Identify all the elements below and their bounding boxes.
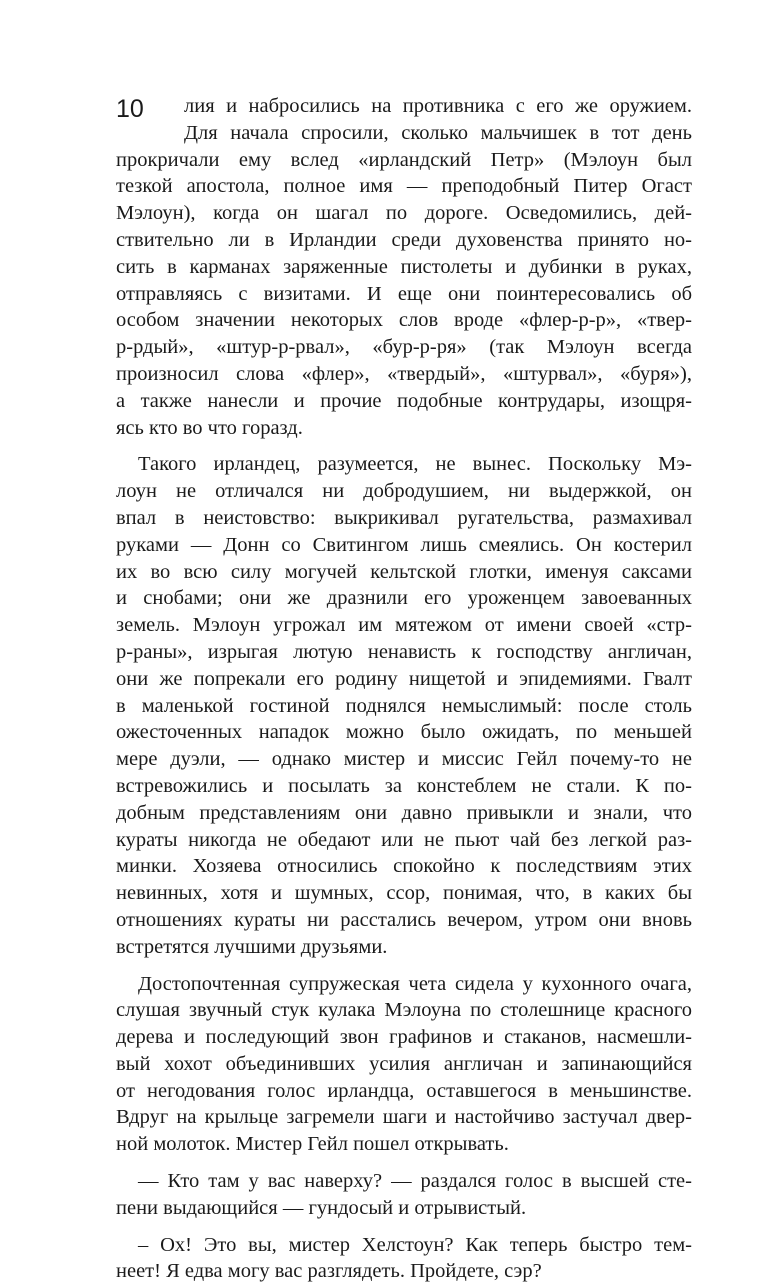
text-line: от негодования голос ирландца, оставшегося в меньшинстве. <box>116 1079 692 1102</box>
text-line: Для начала спросили, сколько мальчишек в тот день <box>184 121 692 144</box>
text-line: мере дуэли, — однако мистер и миссис Гейл почему-то не <box>116 748 692 771</box>
text-line: кураты никогда не обедают или не пьют чай без легкой раз- <box>116 828 692 851</box>
text-line: ствительно ли в Ирландии среди духовенства принято но- <box>116 228 692 251</box>
text-line: они же попрекали его родину нищетой и эпидемиями. Гвалт <box>116 667 692 690</box>
text-line: прокричали ему вслед «ирландский Петр» (Мэлоун был <box>116 148 692 171</box>
body-text <box>116 93 692 1285</box>
paragraph <box>116 1232 692 1285</box>
text-line: минки. Хозяева относились спокойно к последствиям этих <box>116 855 692 878</box>
text-line: добным представлениям они давно привыкли и знали, что <box>116 801 692 824</box>
text-line: Такого ирландец, разумеется, не вынес. Поскольку Мэ- <box>138 453 692 476</box>
text-line: Мэлоун), когда он шагал по дороге. Осведомились, дей- <box>116 202 692 225</box>
page-number: 10 <box>116 95 144 123</box>
text-line: отправляясь с визитами. И еще они поинтересовались об <box>116 282 692 305</box>
paragraph <box>116 1168 692 1222</box>
text-line: лоун не отличался ни добродушием, ни выдержкой, он <box>116 480 692 503</box>
text-line: ясь кто во что горазд. <box>116 416 303 439</box>
text-line: – Ох! Это вы, мистер Хелстоун? Как теперь быстро тем- <box>138 1233 692 1256</box>
text-line: тезкой апостола, полное имя — преподобный Питер Огаст <box>116 175 692 198</box>
text-line: впал в неистовство: выкрикивал ругательства, размахивал <box>116 506 692 529</box>
text-line: слушая звучный стук кулака Мэлоуна по столешнице красного <box>116 999 692 1022</box>
text-line: лия и набросились на противника с его же оружием. <box>184 95 692 117</box>
text-line: отношениях кураты ни расстались вечером, утром они вновь <box>116 908 692 931</box>
text-line: Вдруг на крыльце загремели шаги и настойчиво застучал двер- <box>116 1106 692 1129</box>
text-line: Достопочтенная супружеская чета сидела у кухонного очага, <box>138 972 692 995</box>
text-line: пени выдающийся — гундосый и отрывистый. <box>116 1196 527 1219</box>
text-line: встретятся лучшими друзьями. <box>116 935 388 958</box>
paragraph <box>116 93 692 120</box>
paragraph <box>116 120 692 442</box>
text-line: их во всю силу могучей кельтской глотки, именуя саксами <box>116 560 692 583</box>
text-line: сить в карманах заряженные пистолеты и дубинки в руках, <box>116 255 692 278</box>
text-line: земель. Мэлоун угрожал им мятежом от имени своей «стр- <box>116 614 692 637</box>
text-line: дерева и последующий звон графинов и стаканов, насмешли- <box>116 1026 692 1049</box>
text-line: невинных, хотя и шумных, ссор, понимая, что, в каких бы <box>116 882 692 905</box>
text-line: произносил слова «флер», «твердый», «штурвал», «буря»), <box>116 362 692 385</box>
text-line: — Кто там у вас наверху? — раздался голос в высшей сте- <box>138 1170 692 1193</box>
text-line: ожесточенных нападок можно было ожидать, по меньшей <box>116 721 692 744</box>
paragraph <box>116 971 692 1159</box>
text-line: р-рдый», «штур-р-рвал», «бур-р-ря» (так Мэлоун всегда <box>116 336 692 359</box>
text-line: и снобами; они же дразнили его уроженцем завоеванных <box>116 587 692 610</box>
text-line: р-раны», изрыгая лютую ненависть к господству англичан, <box>116 640 692 663</box>
text-line: в маленькой гостиной поднялся немыслимый: после столь <box>116 694 692 717</box>
paragraph <box>116 451 692 960</box>
text-line: ной молоток. Мистер Гейл пошел открывать. <box>116 1133 509 1156</box>
text-line: а также нанесли и прочие подобные контрудары, изощря- <box>116 389 692 412</box>
text-line: руками — Донн со Свитингом лишь смеялись. Он костерил <box>116 533 692 556</box>
text-line: особом значении некоторых слов вроде «флер-р-р», «твер- <box>116 309 692 332</box>
text-line: вый хохот объединивших усилия англичан и запинающийся <box>116 1052 692 1075</box>
text-line: встревожились и посылать за констеблем не стали. К по- <box>116 774 692 797</box>
text-line: неет! Я едва могу вас разглядеть. Пройдете, сэр? <box>116 1260 542 1283</box>
